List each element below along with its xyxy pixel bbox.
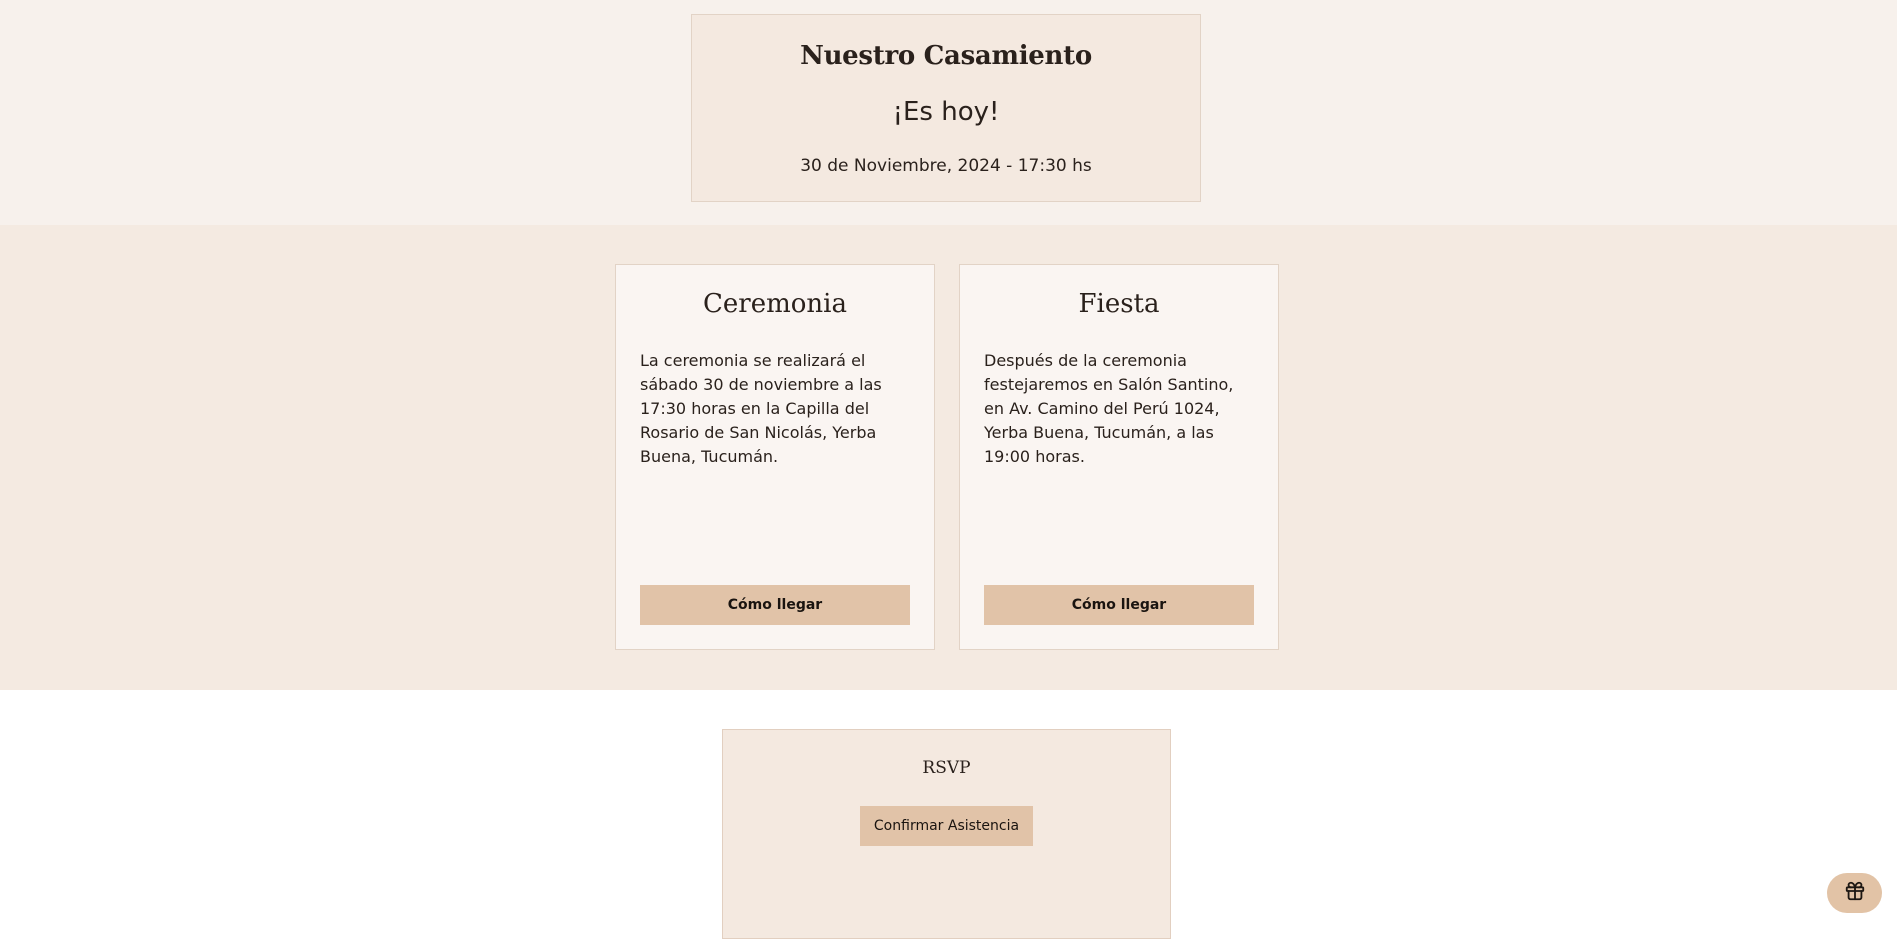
page-title: Nuestro Casamiento	[800, 41, 1092, 71]
confirm-attendance-button[interactable]: Confirmar Asistencia	[860, 806, 1033, 846]
rsvp-card	[722, 729, 1171, 939]
rsvp-title: RSVP	[922, 758, 971, 778]
party-card	[959, 264, 1279, 650]
ceremony-title: Ceremonia	[703, 289, 847, 319]
party-title: Fiesta	[1078, 289, 1160, 319]
ceremony-directions-button[interactable]: Cómo llegar	[640, 585, 910, 625]
ceremony-card	[615, 264, 935, 650]
party-description: Después de la ceremonia festejaremos en Salón Santino, en Av. Camino del Perú 1024, Yerba Buena, Tucumán, a las 19:00 horas.	[984, 351, 1234, 466]
events-section	[0, 225, 1897, 690]
party-directions-button[interactable]: Cómo llegar	[984, 585, 1254, 625]
ceremony-description: La ceremonia se realizará el sábado 30 de noviembre a las 17:30 horas en la Capilla del Rosario de San Nicolás, Yerba Buena, Tucumán.	[640, 351, 882, 466]
hero-subtitle: ¡Es hoy!	[892, 97, 1000, 127]
hero-card	[691, 14, 1201, 202]
gift-icon	[1844, 880, 1866, 906]
event-date: 30 de Noviembre, 2024 - 17:30 hs	[800, 156, 1092, 176]
gift-button[interactable]	[1827, 873, 1882, 913]
